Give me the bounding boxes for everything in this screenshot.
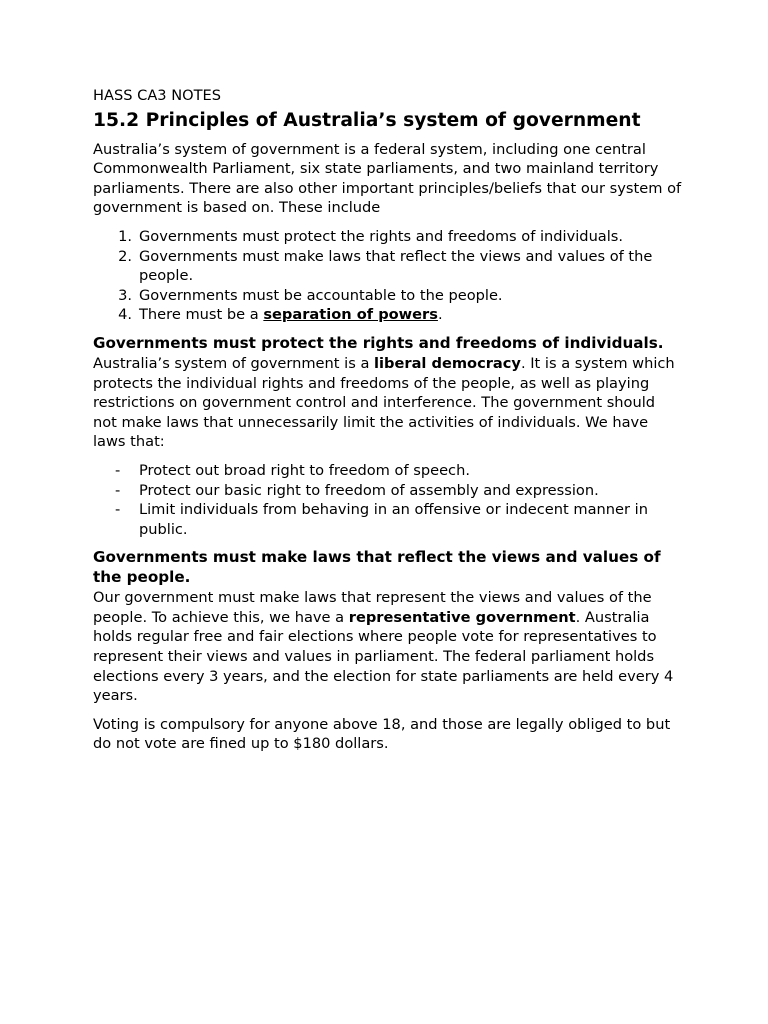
list-number: 1.: [118, 227, 132, 245]
separation-of-powers-term: separation of powers: [263, 306, 438, 324]
page-title: 15.2 Principles of Australia’s system of government: [93, 109, 641, 131]
liberal-democracy-term: liberal democracy: [374, 354, 521, 372]
text-run: There must be a: [139, 306, 264, 324]
list-number: 3.: [118, 286, 132, 304]
list-item: [93, 286, 683, 306]
list-item: [93, 461, 683, 481]
list-item: [93, 500, 683, 539]
list-dash: -: [115, 501, 121, 519]
text-run: . Australia holds regular free and fair elections where people vote for representatives to represent their views and values in parliament. The federal parliament holds elections every 3 years, and the election for state parliaments are held every 4 years.: [93, 608, 674, 705]
section-heading-views: Governments must make laws that reflect the views and values of the people.: [93, 548, 661, 587]
representative-government-term: representative government: [348, 608, 576, 626]
section-heading-rights: Governments must protect the rights and freedoms of individuals.: [93, 333, 664, 352]
section-paragraph-views: [93, 588, 683, 706]
list-dash: -: [115, 461, 121, 479]
list-item-text: Protect our basic right to freedom of assembly and expression.: [139, 481, 599, 499]
list-item: [93, 227, 683, 247]
list-item-text: Limit individuals from behaving in an offensive or indecent manner in public.: [139, 501, 648, 538]
text-run: . It is a system which protects the individual rights and freedoms of the people, as well as playing restrictions on government control and interference. The government should not make laws that unnecessarily limit the activities of individuals. We have laws that:: [93, 354, 675, 451]
intro-paragraph: Australia’s system of government is a federal system, including one central Commonwealth Parliament, six state parliaments, and two mainland territory parliaments. There are also other important principles/beliefs that our system of government is based on. These include: [93, 140, 682, 217]
list-number: 4.: [118, 306, 132, 324]
document-label: HASS CA3 NOTES: [93, 87, 222, 104]
text-run: .: [437, 306, 443, 324]
list-item: [93, 481, 683, 501]
list-item-text: Governments must make laws that reflect the views and values of the people.: [139, 247, 653, 285]
list-item-text: [139, 306, 443, 323]
text-run: Our government must make laws that represent the views and values of the people. To achieve this, we have a: [93, 589, 652, 626]
principles-list: [93, 227, 683, 325]
list-item-text: Governments must protect the rights and freedoms of individuals.: [139, 227, 624, 245]
section-paragraph-rights: [93, 354, 683, 452]
list-item: [93, 305, 683, 325]
list-item: [93, 247, 683, 286]
list-number: 2.: [118, 247, 132, 265]
list-item-text: Governments must be accountable to the people.: [139, 286, 503, 304]
list-item-text: Protect out broad right to freedom of speech.: [139, 461, 470, 479]
document-body: [93, 86, 683, 763]
voting-paragraph: Voting is compulsory for anyone above 18, and those are legally obliged to but do not vote are fined up to $180 dollars.: [93, 715, 671, 753]
laws-list: [93, 461, 683, 539]
list-dash: -: [115, 481, 121, 499]
text-run: Australia’s system of government is a: [93, 354, 375, 372]
